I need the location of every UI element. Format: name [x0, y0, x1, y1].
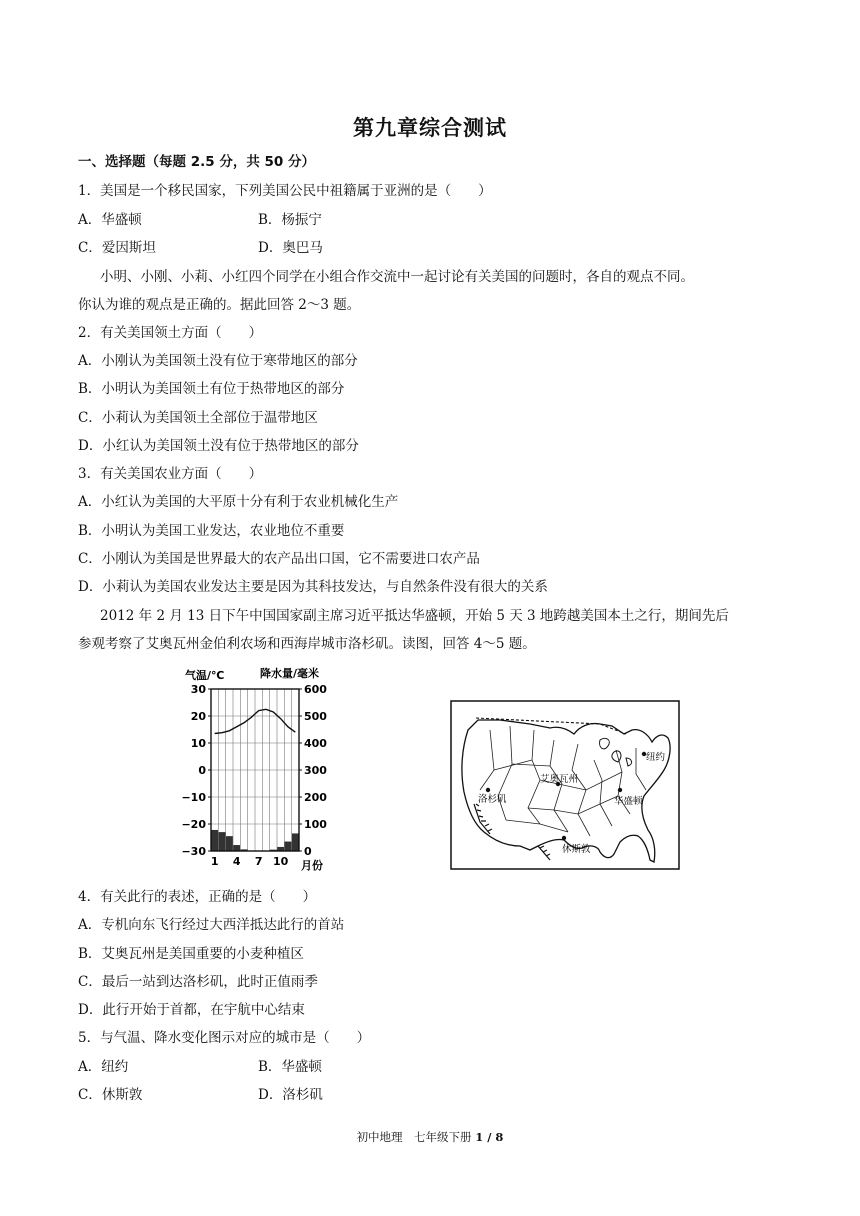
- q1-option-a: A．华盛顿: [78, 212, 142, 228]
- precip-bar-2: [218, 832, 225, 851]
- q2-option-a: A．小刚认为美国领土没有位于寒带地区的部分: [78, 353, 358, 369]
- precip-tick-label: 200: [304, 791, 327, 804]
- q2-option-d: D．小红认为美国领土没有位于热带地区的部分: [78, 438, 359, 454]
- precip-bar-1: [211, 830, 218, 851]
- washington-marker: [618, 788, 622, 792]
- x-unit-label: 月份: [301, 859, 323, 872]
- label-losangeles: 洛杉矶: [478, 794, 507, 805]
- houston-marker: [562, 836, 566, 840]
- passage-1-line-2: 你认为谁的观点是正确的。据此回答 2～3 题。: [78, 297, 361, 313]
- q5-option-a: A．纽约: [78, 1059, 129, 1075]
- question-4-stem: 4．有关此行的表述，正确的是（ ）: [78, 889, 317, 905]
- footer-text: 初中地理 七年级下册: [356, 1130, 472, 1144]
- label-houston: 休斯敦: [562, 844, 591, 855]
- q3-option-b: B．小明认为美国工业发达，农业地位不重要: [78, 523, 345, 539]
- temp-tick-label: −10: [181, 791, 206, 804]
- question-1-stem: 1．美国是一个移民国家，下列美国公民中祖籍属于亚洲的是（ ）: [78, 183, 492, 199]
- chart-ticks: [181, 683, 327, 868]
- page-title: 第九章综合测试: [353, 116, 507, 140]
- temp-tick-label: 30: [190, 683, 206, 696]
- label-washington: 华盛顿: [614, 796, 643, 807]
- question-5-stem: 5．与气温、降水变化图示对应的城市是（ ）: [78, 1030, 371, 1046]
- passage-1-line-1: 小明、小刚、小莉、小红四个同学在小组合作交流中一起讨论有关美国的问题时，各自的观点不同。: [100, 269, 694, 285]
- q4-option-c: C．最后一站到达洛杉矶，此时正值雨季: [78, 974, 318, 990]
- q3-option-a: A．小红认为美国的大平原十分有利于农业机械化生产: [78, 494, 399, 510]
- question-5-options-row2: [78, 1085, 323, 1105]
- climate-chart: [175, 663, 335, 873]
- question-1-options-row1: [78, 210, 322, 230]
- label-iowa: 艾奥瓦州: [540, 774, 579, 785]
- precip-bar-11: [284, 842, 291, 851]
- q4-option-b: B．艾奥瓦州是美国重要的小麦种植区: [78, 946, 304, 962]
- precip-bar-12: [292, 833, 299, 851]
- question-3-stem: 3．有关美国农业方面（ ）: [78, 466, 263, 482]
- temp-tick-label: 0: [198, 764, 206, 777]
- precip-tick-label: 0: [304, 845, 312, 858]
- q3-option-d: D．小莉认为美国农业发达主要是因为其科技发达，与自然条件没有很大的关系: [78, 579, 548, 595]
- usa-map: [450, 700, 680, 870]
- month-tick-label: 1: [210, 855, 219, 868]
- precip-tick-label: 600: [304, 683, 327, 696]
- month-tick-label: 10: [273, 855, 289, 868]
- q4-option-a: A．专机向东飞行经过大西洋抵达此行的首站: [78, 917, 345, 933]
- precip-tick-label: 100: [304, 818, 327, 831]
- temp-tick-label: −20: [181, 818, 206, 831]
- passage-2-line-2: 参观考察了艾奥瓦州金伯利农场和西海岸城市洛杉矶。读图，回答 4～5 题。: [78, 636, 536, 652]
- month-tick-label: 4: [232, 855, 241, 868]
- chart-grid: [211, 689, 299, 851]
- passage-2-line-1: 2012 年 2 月 13 日下午中国国家副主席习近平抵达华盛顿，开始 5 天 3 地跨越美国本土之行，期间先后: [100, 608, 729, 624]
- q5-option-d: D．洛杉矶: [258, 1087, 323, 1103]
- month-tick-label: 7: [254, 855, 263, 868]
- q2-option-b: B．小明认为美国领土有位于热带地区的部分: [78, 381, 345, 397]
- precip-tick-label: 300: [304, 764, 327, 777]
- q2-option-c: C．小莉认为美国领土全部位于温带地区: [78, 410, 318, 426]
- q4-option-d: D．此行开始于首都，在宇航中心结束: [78, 1002, 305, 1018]
- precip-tick-label: 500: [304, 710, 327, 723]
- label-newyork: 纽约: [646, 752, 666, 763]
- question-2-stem: 2．有关美国领土方面（ ）: [78, 325, 263, 341]
- page-number: 1 / 8: [475, 1130, 504, 1144]
- temp-tick-label: 20: [190, 710, 206, 723]
- temp-axis-label: 气温/℃: [185, 669, 225, 682]
- page-footer: [0, 1129, 860, 1145]
- precip-tick-label: 400: [304, 737, 327, 750]
- question-5-options-row1: [78, 1057, 322, 1077]
- q3-option-c: C．小刚认为美国是世界最大的农产品出口国，它不需要进口农产品: [78, 551, 480, 567]
- q5-option-c: C．休斯敦: [78, 1087, 143, 1103]
- q1-option-d: D．奥巴马: [258, 240, 323, 256]
- precip-axis-label: 降水量/毫米: [260, 667, 320, 680]
- losangeles-marker: [486, 788, 490, 792]
- temp-tick-label: 10: [190, 737, 206, 750]
- question-1-options-row2: [78, 238, 323, 258]
- section-heading: 一、选择题（每题 2.5 分，共 50 分）: [78, 154, 316, 170]
- precip-bar-4: [233, 845, 240, 851]
- q1-option-b: B．杨振宁: [258, 212, 322, 228]
- temp-tick-label: −30: [181, 845, 206, 858]
- q5-option-b: B．华盛顿: [258, 1059, 322, 1075]
- q1-option-c: C．爱因斯坦: [78, 240, 156, 256]
- precip-bar-3: [226, 836, 233, 851]
